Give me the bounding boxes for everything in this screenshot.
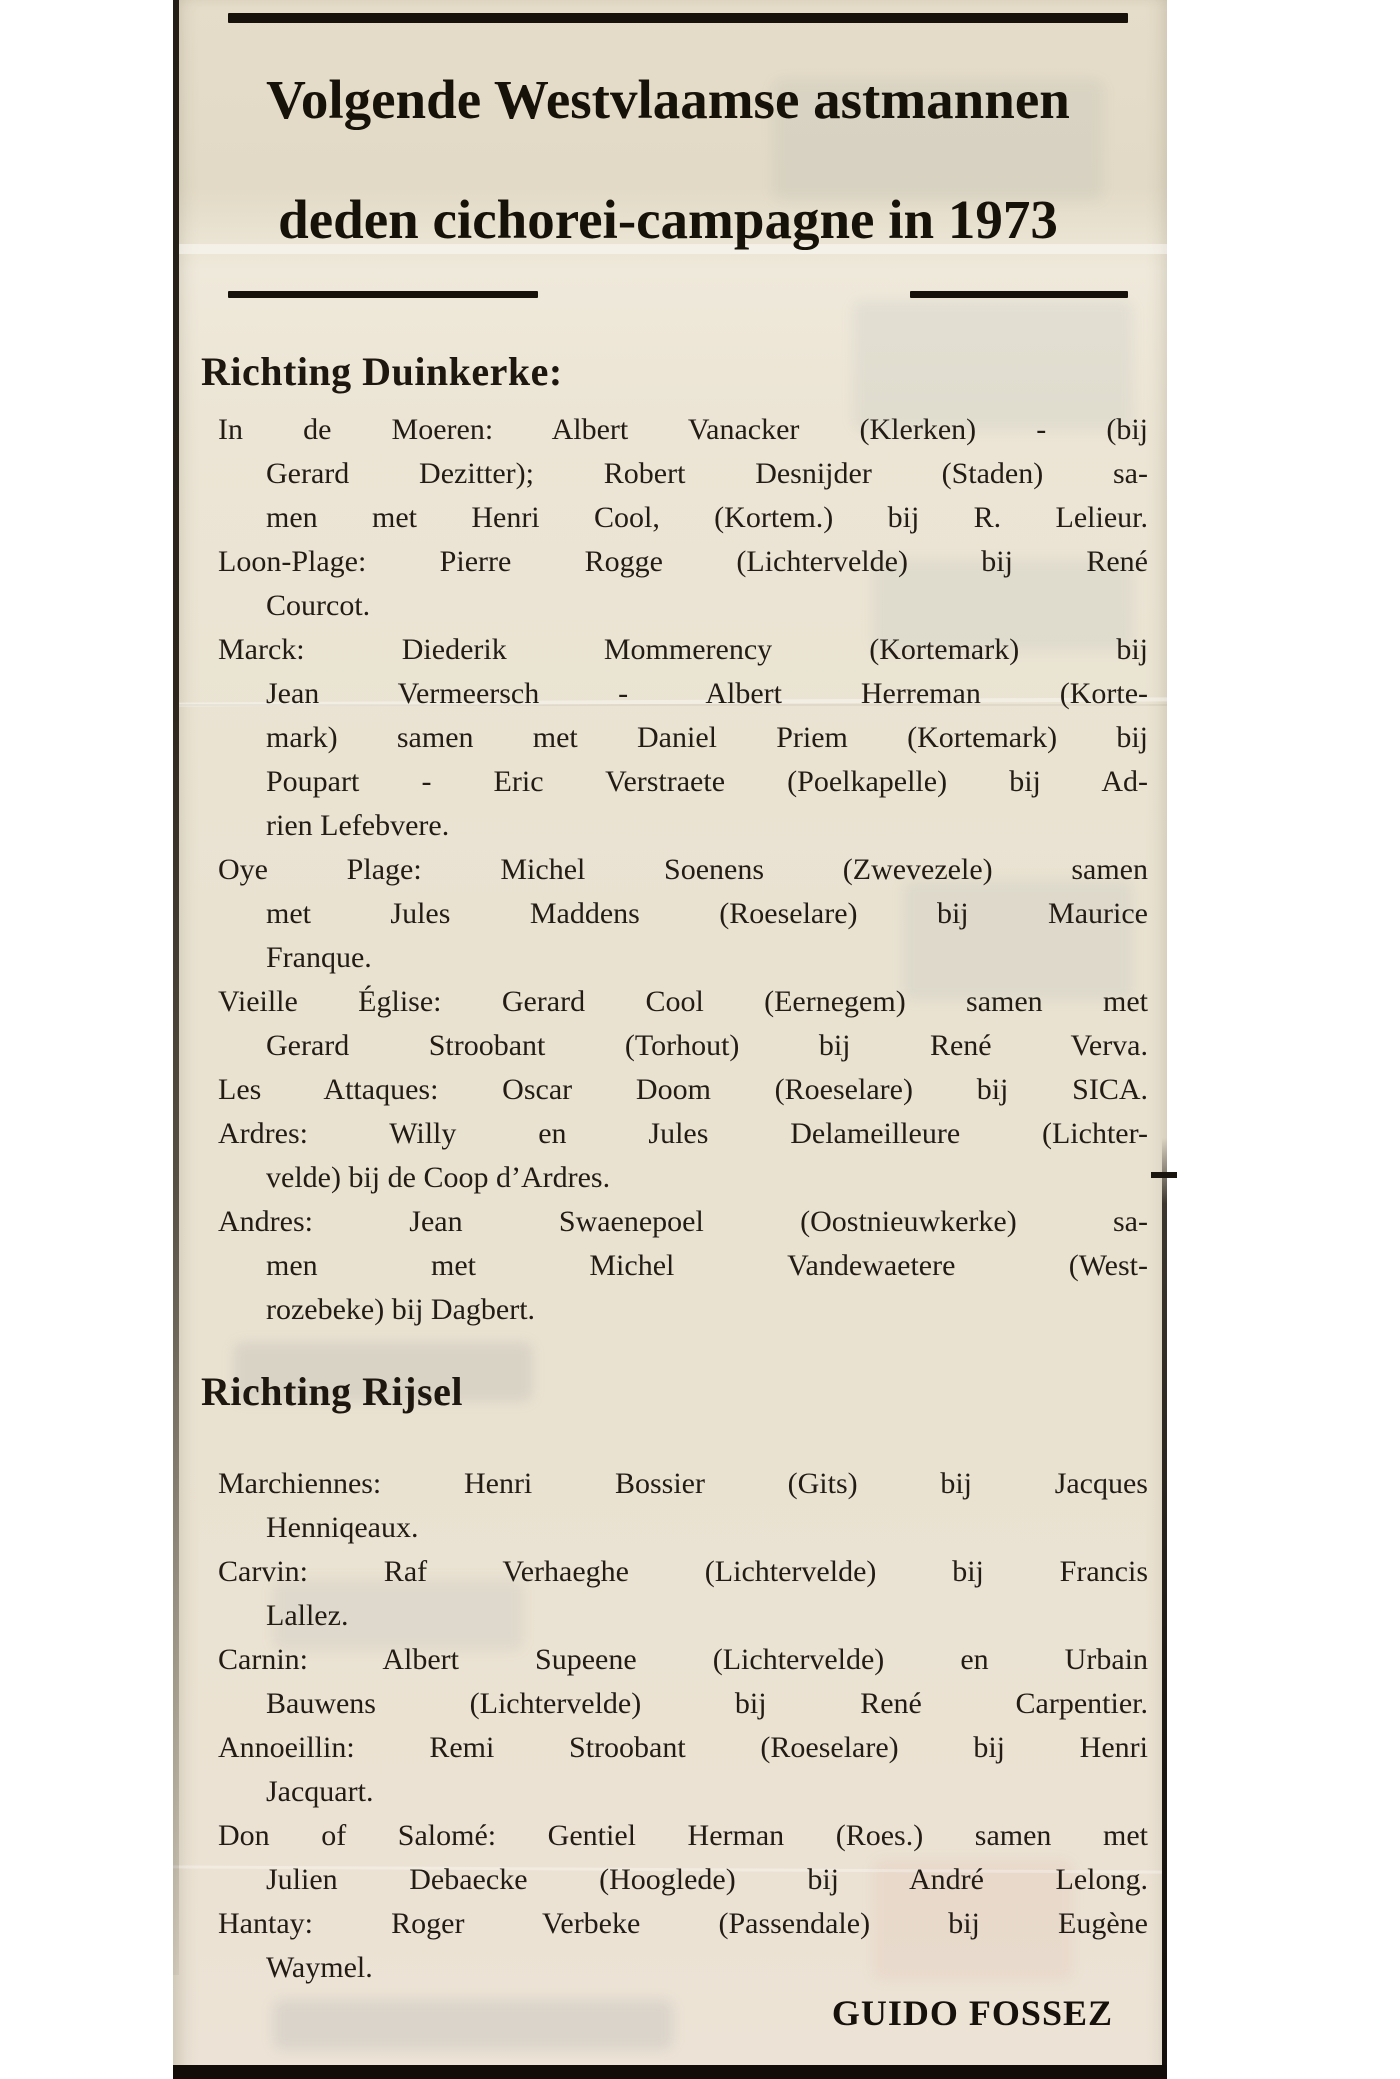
headline-line-1: Volgende Westvlaamse astmannen xyxy=(266,69,1070,130)
body-line: Jacquart. xyxy=(266,1775,374,1808)
body-line: velde) bij de Coop d’Ardres. xyxy=(266,1161,611,1194)
body-line: Courcot. xyxy=(266,589,371,622)
article-headline xyxy=(228,66,1108,254)
body-line: Jean Vermeersch - Albert Herreman (Korte- xyxy=(266,677,1148,710)
body-line: rozebeke) bij Dagbert. xyxy=(266,1293,536,1326)
body-line: men met Michel Vandewaetere (West- xyxy=(266,1249,1148,1282)
body-line: rien Lefebvere. xyxy=(266,809,450,842)
section-heading-rijsel: Richting Rijsel xyxy=(201,1369,463,1414)
body-line: Oye Plage: Michel Soenens (Zwevezele) samen xyxy=(218,853,1148,886)
body-line: Marck: Diederik Mommerency (Kortemark) bij xyxy=(218,633,1148,666)
body-line: Annoeillin: Remi Stroobant (Roeselare) bij Henri xyxy=(218,1731,1148,1764)
body-line: In de Moeren: Albert Vanacker (Klerken) - (bij xyxy=(218,413,1148,446)
body-line: Gerard Stroobant (Torhout) bij René Verva. xyxy=(266,1029,1148,1062)
newspaper-clipping xyxy=(173,0,1167,2079)
body-line: Carnin: Albert Supeene (Lichtervelde) en Urbain xyxy=(218,1643,1148,1676)
headline-line-2: deden cichorei-campagne in 1973 xyxy=(278,189,1058,250)
body-line: Julien Debaecke (Hooglede) bij André Lelong. xyxy=(266,1863,1148,1896)
body-line: men met Henri Cool, (Kortem.) bij R. Lelieur. xyxy=(266,501,1148,534)
body-line: met Jules Maddens (Roeselare) bij Maurice xyxy=(266,897,1148,930)
body-line: mark) samen met Daniel Priem (Kortemark) bij xyxy=(266,721,1148,754)
headline-rule-right xyxy=(910,291,1128,298)
headline-rule-left xyxy=(228,291,538,298)
body-line: Hantay: Roger Verbeke (Passendale) bij Eugène xyxy=(218,1907,1148,1940)
body-line: Waymel. xyxy=(266,1951,373,1984)
section-heading-duinkerke: Richting Duinkerke: xyxy=(201,349,563,394)
section-body-rijsel xyxy=(218,1462,1148,1990)
body-line: Ardres: Willy en Jules Delameilleure (Lichter- xyxy=(218,1117,1148,1150)
body-line: Bauwens (Lichtervelde) bij René Carpentier. xyxy=(266,1687,1148,1720)
section-body-duinkerke xyxy=(218,408,1148,1332)
body-line: Franque. xyxy=(266,941,372,974)
body-line: Les Attaques: Oscar Doom (Roeselare) bij SICA. xyxy=(218,1073,1148,1106)
body-line: Lallez. xyxy=(266,1599,349,1632)
top-rule xyxy=(228,13,1128,23)
body-line: Carvin: Raf Verhaeghe (Lichtervelde) bij Francis xyxy=(218,1555,1148,1588)
edge-mark-artifact xyxy=(1151,1172,1177,1178)
body-line: Marchiennes: Henri Bossier (Gits) bij Jacques xyxy=(218,1467,1148,1500)
left-clipping-edge xyxy=(173,0,179,1975)
body-line: Vieille Église: Gerard Cool (Eernegem) samen met xyxy=(218,985,1148,1018)
right-clipping-edge xyxy=(1162,1138,1167,2079)
body-line: Loon-Plage: Pierre Rogge (Lichtervelde) bij René xyxy=(218,545,1148,578)
body-line: Poupart - Eric Verstraete (Poelkapelle) bij Ad- xyxy=(266,765,1148,798)
body-line: Henniqeaux. xyxy=(266,1511,419,1544)
body-line: Don of Salomé: Gentiel Herman (Roes.) samen met xyxy=(218,1819,1148,1852)
body-line: Andres: Jean Swaenepoel (Oostnieuwkerke) sa- xyxy=(218,1205,1148,1238)
body-line: Gerard Dezitter); Robert Desnijder (Staden) sa- xyxy=(266,457,1148,490)
bottom-rule xyxy=(173,2065,1167,2079)
author-byline: GUIDO FOSSEZ xyxy=(831,1993,1113,2033)
